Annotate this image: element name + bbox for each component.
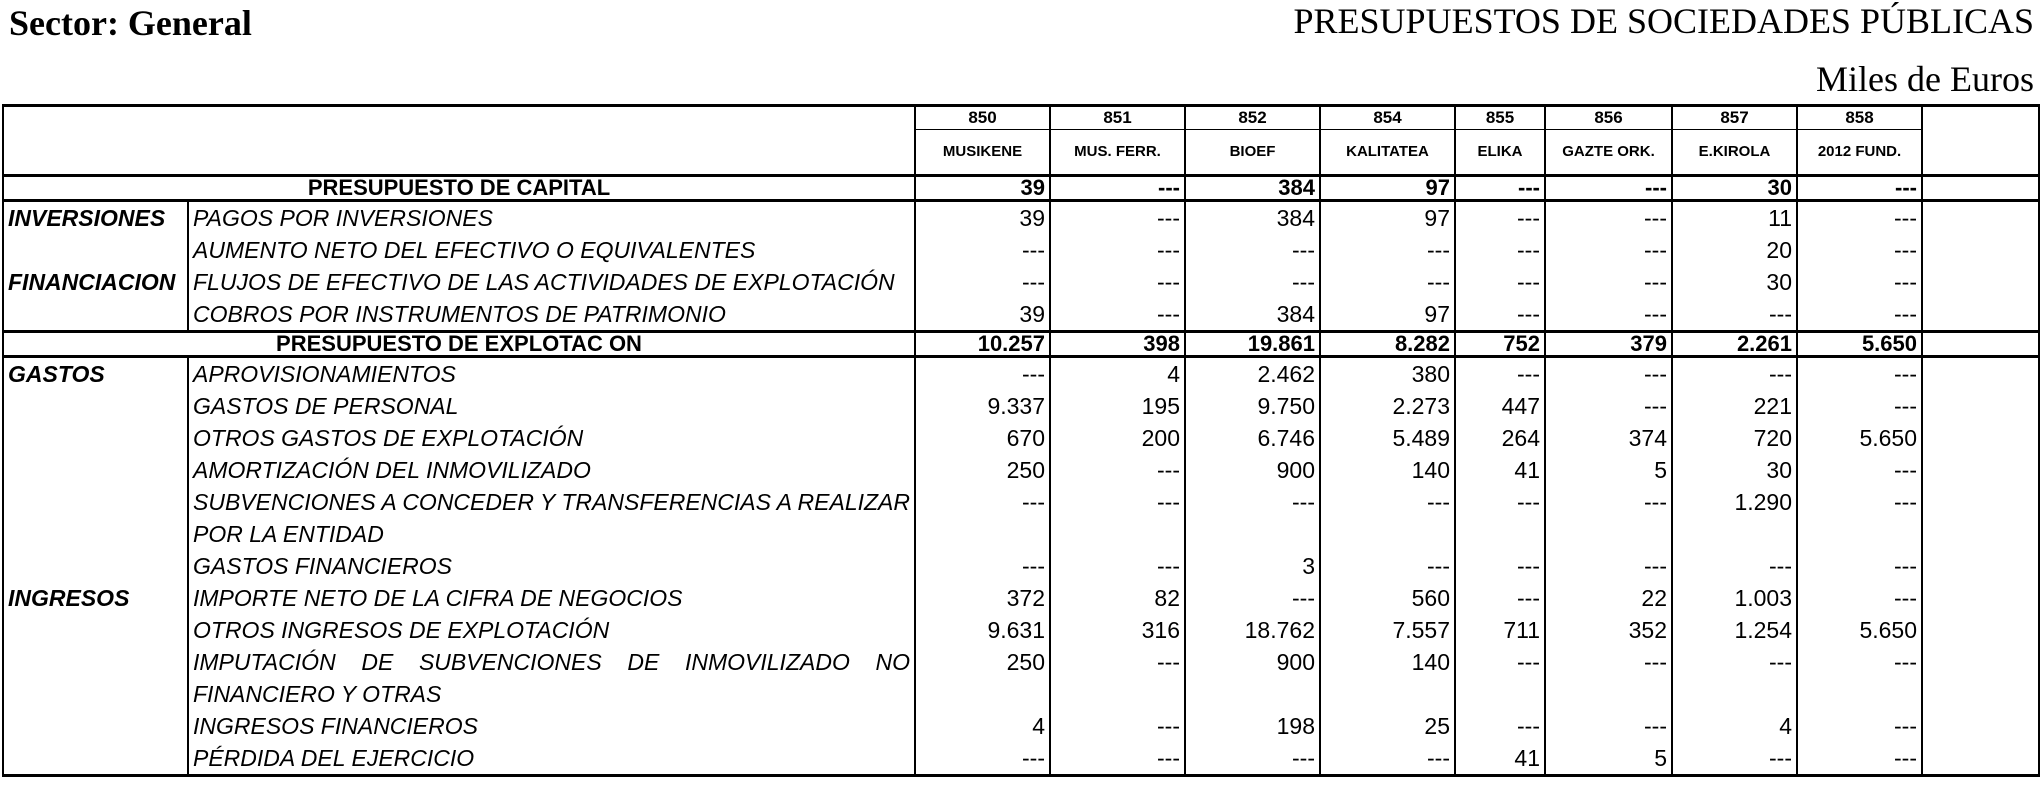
value-cell: 711 bbox=[1455, 614, 1545, 646]
row-label: GASTOS FINANCIEROS bbox=[188, 550, 915, 582]
value-cell: --- bbox=[915, 357, 1050, 391]
value-cell: 316 bbox=[1050, 614, 1185, 646]
group-label: INGRESOS bbox=[3, 582, 188, 614]
row-label: OTROS GASTOS DE EXPLOTACIÓN bbox=[188, 422, 915, 454]
value-cell: --- bbox=[1320, 550, 1455, 582]
value-cell: --- bbox=[1797, 582, 1922, 614]
value-cell: 900 bbox=[1185, 454, 1320, 486]
table-row bbox=[3, 357, 2039, 391]
value-cell: --- bbox=[1185, 266, 1320, 298]
explotacion-total: 8.282 bbox=[1320, 332, 1455, 357]
extra-column bbox=[1922, 201, 2039, 235]
value-cell: --- bbox=[1050, 201, 1185, 235]
capital-total: --- bbox=[1545, 176, 1672, 201]
value-cell: --- bbox=[1455, 486, 1545, 550]
column-name: 2012 FUND. bbox=[1797, 130, 1922, 176]
value-cell: 41 bbox=[1455, 742, 1545, 776]
table-row bbox=[3, 550, 2039, 582]
value-cell: 41 bbox=[1455, 454, 1545, 486]
value-cell: --- bbox=[1050, 646, 1185, 710]
value-cell: --- bbox=[1455, 298, 1545, 332]
table-row bbox=[3, 454, 2039, 486]
value-cell: --- bbox=[1797, 646, 1922, 710]
value-cell: --- bbox=[1545, 298, 1672, 332]
table-row bbox=[3, 422, 2039, 454]
extra-column bbox=[1922, 176, 2039, 201]
value-cell: --- bbox=[1797, 266, 1922, 298]
column-code: 857 bbox=[1672, 106, 1797, 130]
explotacion-total: 398 bbox=[1050, 332, 1185, 357]
group-label bbox=[3, 298, 188, 332]
capital-total: 39 bbox=[915, 176, 1050, 201]
value-cell: --- bbox=[1545, 710, 1672, 742]
value-cell: 374 bbox=[1545, 422, 1672, 454]
value-cell: 3 bbox=[1185, 550, 1320, 582]
value-cell: 140 bbox=[1320, 454, 1455, 486]
row-label: PAGOS POR INVERSIONES bbox=[188, 201, 915, 235]
row-label: IMPORTE NETO DE LA CIFRA DE NEGOCIOS bbox=[188, 582, 915, 614]
value-cell: --- bbox=[1797, 234, 1922, 266]
value-cell: --- bbox=[1185, 486, 1320, 550]
column-name-row bbox=[3, 130, 2039, 176]
units-label: Miles de Euros bbox=[1816, 59, 2034, 99]
value-cell: --- bbox=[1455, 266, 1545, 298]
value-cell: --- bbox=[1797, 550, 1922, 582]
value-cell: 1.003 bbox=[1672, 582, 1797, 614]
extra-column bbox=[1922, 422, 2039, 454]
value-cell: 352 bbox=[1545, 614, 1672, 646]
value-cell: 140 bbox=[1320, 646, 1455, 710]
group-label: FINANCIACION bbox=[3, 266, 188, 298]
value-cell: 6.746 bbox=[1185, 422, 1320, 454]
table-row bbox=[3, 646, 2039, 710]
capital-total: --- bbox=[1797, 176, 1922, 201]
value-cell: --- bbox=[1797, 357, 1922, 391]
explotacion-total: 752 bbox=[1455, 332, 1545, 357]
value-cell: 5 bbox=[1545, 742, 1672, 776]
column-name: KALITATEA bbox=[1320, 130, 1455, 176]
value-cell: --- bbox=[915, 234, 1050, 266]
extra-column bbox=[1922, 742, 2039, 776]
value-cell: --- bbox=[1050, 234, 1185, 266]
extra-column bbox=[1922, 614, 2039, 646]
value-cell: 18.762 bbox=[1185, 614, 1320, 646]
value-cell: --- bbox=[1672, 298, 1797, 332]
value-cell: --- bbox=[1320, 234, 1455, 266]
table-row bbox=[3, 390, 2039, 422]
value-cell: 39 bbox=[915, 298, 1050, 332]
value-cell: 1.254 bbox=[1672, 614, 1797, 646]
table-row bbox=[3, 582, 2039, 614]
value-cell: --- bbox=[1455, 550, 1545, 582]
table-row bbox=[3, 234, 2039, 266]
value-cell: 97 bbox=[1320, 201, 1455, 235]
value-cell: --- bbox=[1797, 742, 1922, 776]
value-cell: 30 bbox=[1672, 454, 1797, 486]
budget-table bbox=[2, 104, 2040, 777]
value-cell: --- bbox=[1455, 582, 1545, 614]
column-name: ELIKA bbox=[1455, 130, 1545, 176]
value-cell: 200 bbox=[1050, 422, 1185, 454]
column-code: 854 bbox=[1320, 106, 1455, 130]
value-cell: --- bbox=[915, 486, 1050, 550]
value-cell: 9.337 bbox=[915, 390, 1050, 422]
extra-column bbox=[1922, 130, 2039, 176]
value-cell: 9.750 bbox=[1185, 390, 1320, 422]
extra-column bbox=[1922, 234, 2039, 266]
value-cell: 11 bbox=[1672, 201, 1797, 235]
group-label bbox=[3, 710, 188, 742]
value-cell: --- bbox=[1545, 201, 1672, 235]
row-label: PÉRDIDA DEL EJERCICIO bbox=[188, 742, 915, 776]
value-cell: 198 bbox=[1185, 710, 1320, 742]
extra-column bbox=[1922, 646, 2039, 710]
value-cell: 195 bbox=[1050, 390, 1185, 422]
header-blank bbox=[3, 130, 915, 176]
explotacion-total: 379 bbox=[1545, 332, 1672, 357]
value-cell: --- bbox=[1797, 298, 1922, 332]
group-label bbox=[3, 486, 188, 550]
group-label bbox=[3, 234, 188, 266]
value-cell: --- bbox=[1672, 550, 1797, 582]
group-label bbox=[3, 454, 188, 486]
row-label: OTROS INGRESOS DE EXPLOTACIÓN bbox=[188, 614, 915, 646]
table-row bbox=[3, 710, 2039, 742]
value-cell: 447 bbox=[1455, 390, 1545, 422]
value-cell: --- bbox=[1545, 646, 1672, 710]
value-cell: --- bbox=[1797, 201, 1922, 235]
value-cell: --- bbox=[1797, 710, 1922, 742]
value-cell: 39 bbox=[915, 201, 1050, 235]
value-cell: 372 bbox=[915, 582, 1050, 614]
extra-column bbox=[1922, 582, 2039, 614]
value-cell: 250 bbox=[915, 454, 1050, 486]
column-code: 856 bbox=[1545, 106, 1672, 130]
value-cell: --- bbox=[1050, 266, 1185, 298]
value-cell: --- bbox=[1050, 550, 1185, 582]
extra-column bbox=[1922, 266, 2039, 298]
explotacion-total: 2.261 bbox=[1672, 332, 1797, 357]
value-cell: --- bbox=[1185, 742, 1320, 776]
value-cell: --- bbox=[1797, 454, 1922, 486]
row-label: AMORTIZACIÓN DEL INMOVILIZADO bbox=[188, 454, 915, 486]
table-row bbox=[3, 742, 2039, 776]
value-cell: 1.290 bbox=[1672, 486, 1797, 550]
column-code: 855 bbox=[1455, 106, 1545, 130]
value-cell: --- bbox=[1545, 550, 1672, 582]
row-label: INGRESOS FINANCIEROS bbox=[188, 710, 915, 742]
value-cell: --- bbox=[1455, 710, 1545, 742]
value-cell: 9.631 bbox=[915, 614, 1050, 646]
value-cell: 900 bbox=[1185, 646, 1320, 710]
value-cell: 264 bbox=[1455, 422, 1545, 454]
extra-column bbox=[1922, 390, 2039, 422]
header-blank bbox=[3, 106, 915, 130]
value-cell: 25 bbox=[1320, 710, 1455, 742]
value-cell: 221 bbox=[1672, 390, 1797, 422]
column-code: 851 bbox=[1050, 106, 1185, 130]
value-cell: --- bbox=[1320, 486, 1455, 550]
group-label bbox=[3, 422, 188, 454]
value-cell: --- bbox=[1050, 710, 1185, 742]
extra-column bbox=[1922, 298, 2039, 332]
value-cell: --- bbox=[915, 742, 1050, 776]
value-cell: --- bbox=[1050, 454, 1185, 486]
value-cell: --- bbox=[1797, 390, 1922, 422]
row-label: GASTOS DE PERSONAL bbox=[188, 390, 915, 422]
value-cell: --- bbox=[1455, 357, 1545, 391]
sector-label: Sector: General bbox=[9, 3, 252, 43]
extra-column bbox=[1922, 106, 2039, 130]
value-cell: --- bbox=[1672, 357, 1797, 391]
value-cell: 5.650 bbox=[1797, 422, 1922, 454]
value-cell: 670 bbox=[915, 422, 1050, 454]
value-cell: 384 bbox=[1185, 298, 1320, 332]
group-label: GASTOS bbox=[3, 357, 188, 391]
value-cell: --- bbox=[1455, 201, 1545, 235]
column-code: 850 bbox=[915, 106, 1050, 130]
table-row bbox=[3, 614, 2039, 646]
capital-total: 97 bbox=[1320, 176, 1455, 201]
column-code-row bbox=[3, 106, 2039, 130]
value-cell: --- bbox=[1545, 234, 1672, 266]
value-cell: --- bbox=[1320, 266, 1455, 298]
value-cell: --- bbox=[1545, 390, 1672, 422]
table-row bbox=[3, 486, 2039, 550]
column-name: GAZTE ORK. bbox=[1545, 130, 1672, 176]
value-cell: --- bbox=[1455, 646, 1545, 710]
value-cell: --- bbox=[1185, 582, 1320, 614]
value-cell: 5.489 bbox=[1320, 422, 1455, 454]
row-label: COBROS POR INSTRUMENTOS DE PATRIMONIO bbox=[188, 298, 915, 332]
value-cell: 82 bbox=[1050, 582, 1185, 614]
value-cell: --- bbox=[1672, 742, 1797, 776]
table-row bbox=[3, 298, 2039, 332]
value-cell: --- bbox=[1320, 742, 1455, 776]
extra-column bbox=[1922, 357, 2039, 391]
capital-total-row bbox=[3, 176, 2039, 201]
value-cell: 384 bbox=[1185, 201, 1320, 235]
value-cell: 20 bbox=[1672, 234, 1797, 266]
row-label: FLUJOS DE EFECTIVO DE LAS ACTIVIDADES DE EXPLOTACIÓN bbox=[188, 266, 915, 298]
value-cell: 2.462 bbox=[1185, 357, 1320, 391]
value-cell: 7.557 bbox=[1320, 614, 1455, 646]
table-row bbox=[3, 266, 2039, 298]
group-label: INVERSIONES bbox=[3, 201, 188, 235]
value-cell: 560 bbox=[1320, 582, 1455, 614]
column-code: 852 bbox=[1185, 106, 1320, 130]
value-cell: --- bbox=[1545, 486, 1672, 550]
group-label bbox=[3, 550, 188, 582]
capital-total: 30 bbox=[1672, 176, 1797, 201]
group-label bbox=[3, 742, 188, 776]
value-cell: --- bbox=[1672, 646, 1797, 710]
row-label: SUBVENCIONES A CONCEDER Y TRANSFERENCIAS A REALIZAR POR LA ENTIDAD bbox=[188, 486, 915, 550]
table-body bbox=[3, 106, 2039, 776]
value-cell: 2.273 bbox=[1320, 390, 1455, 422]
explotacion-total-row bbox=[3, 332, 2039, 357]
value-cell: --- bbox=[1545, 266, 1672, 298]
value-cell: --- bbox=[915, 266, 1050, 298]
value-cell: 380 bbox=[1320, 357, 1455, 391]
value-cell: --- bbox=[1050, 486, 1185, 550]
explotacion-total: 5.650 bbox=[1797, 332, 1922, 357]
capital-title: PRESUPUESTO DE CAPITAL bbox=[3, 176, 915, 201]
group-label bbox=[3, 646, 188, 710]
group-label bbox=[3, 614, 188, 646]
value-cell: --- bbox=[1545, 357, 1672, 391]
column-code: 858 bbox=[1797, 106, 1922, 130]
value-cell: 30 bbox=[1672, 266, 1797, 298]
value-cell: --- bbox=[1455, 234, 1545, 266]
value-cell: 4 bbox=[1672, 710, 1797, 742]
extra-column bbox=[1922, 710, 2039, 742]
column-name: E.KIROLA bbox=[1672, 130, 1797, 176]
capital-total: 384 bbox=[1185, 176, 1320, 201]
value-cell: --- bbox=[915, 550, 1050, 582]
table-row bbox=[3, 201, 2039, 235]
extra-column bbox=[1922, 486, 2039, 550]
value-cell: 5 bbox=[1545, 454, 1672, 486]
value-cell: 97 bbox=[1320, 298, 1455, 332]
row-label: IMPUTACIÓN DE SUBVENCIONES DE INMOVILIZADO NO FINANCIERO Y OTRAS bbox=[188, 646, 915, 710]
value-cell: 5.650 bbox=[1797, 614, 1922, 646]
explotacion-total: 19.861 bbox=[1185, 332, 1320, 357]
row-label: APROVISIONAMIENTOS bbox=[188, 357, 915, 391]
column-name: MUS. FERR. bbox=[1050, 130, 1185, 176]
row-label: AUMENTO NETO DEL EFECTIVO O EQUIVALENTES bbox=[188, 234, 915, 266]
group-label bbox=[3, 390, 188, 422]
value-cell: --- bbox=[1050, 742, 1185, 776]
explotacion-title: PRESUPUESTO DE EXPLOTAC ON bbox=[3, 332, 915, 357]
capital-total: --- bbox=[1455, 176, 1545, 201]
value-cell: 4 bbox=[1050, 357, 1185, 391]
value-cell: 4 bbox=[915, 710, 1050, 742]
value-cell: --- bbox=[1185, 234, 1320, 266]
extra-column bbox=[1922, 550, 2039, 582]
value-cell: 250 bbox=[915, 646, 1050, 710]
extra-column bbox=[1922, 332, 2039, 357]
column-name: MUSIKENE bbox=[915, 130, 1050, 176]
value-cell: --- bbox=[1050, 298, 1185, 332]
explotacion-total: 10.257 bbox=[915, 332, 1050, 357]
report-title: PRESUPUESTOS DE SOCIEDADES PÚBLICAS bbox=[1293, 1, 2034, 41]
value-cell: 22 bbox=[1545, 582, 1672, 614]
extra-column bbox=[1922, 454, 2039, 486]
value-cell: --- bbox=[1797, 486, 1922, 550]
capital-total: --- bbox=[1050, 176, 1185, 201]
column-name: BIOEF bbox=[1185, 130, 1320, 176]
value-cell: 720 bbox=[1672, 422, 1797, 454]
